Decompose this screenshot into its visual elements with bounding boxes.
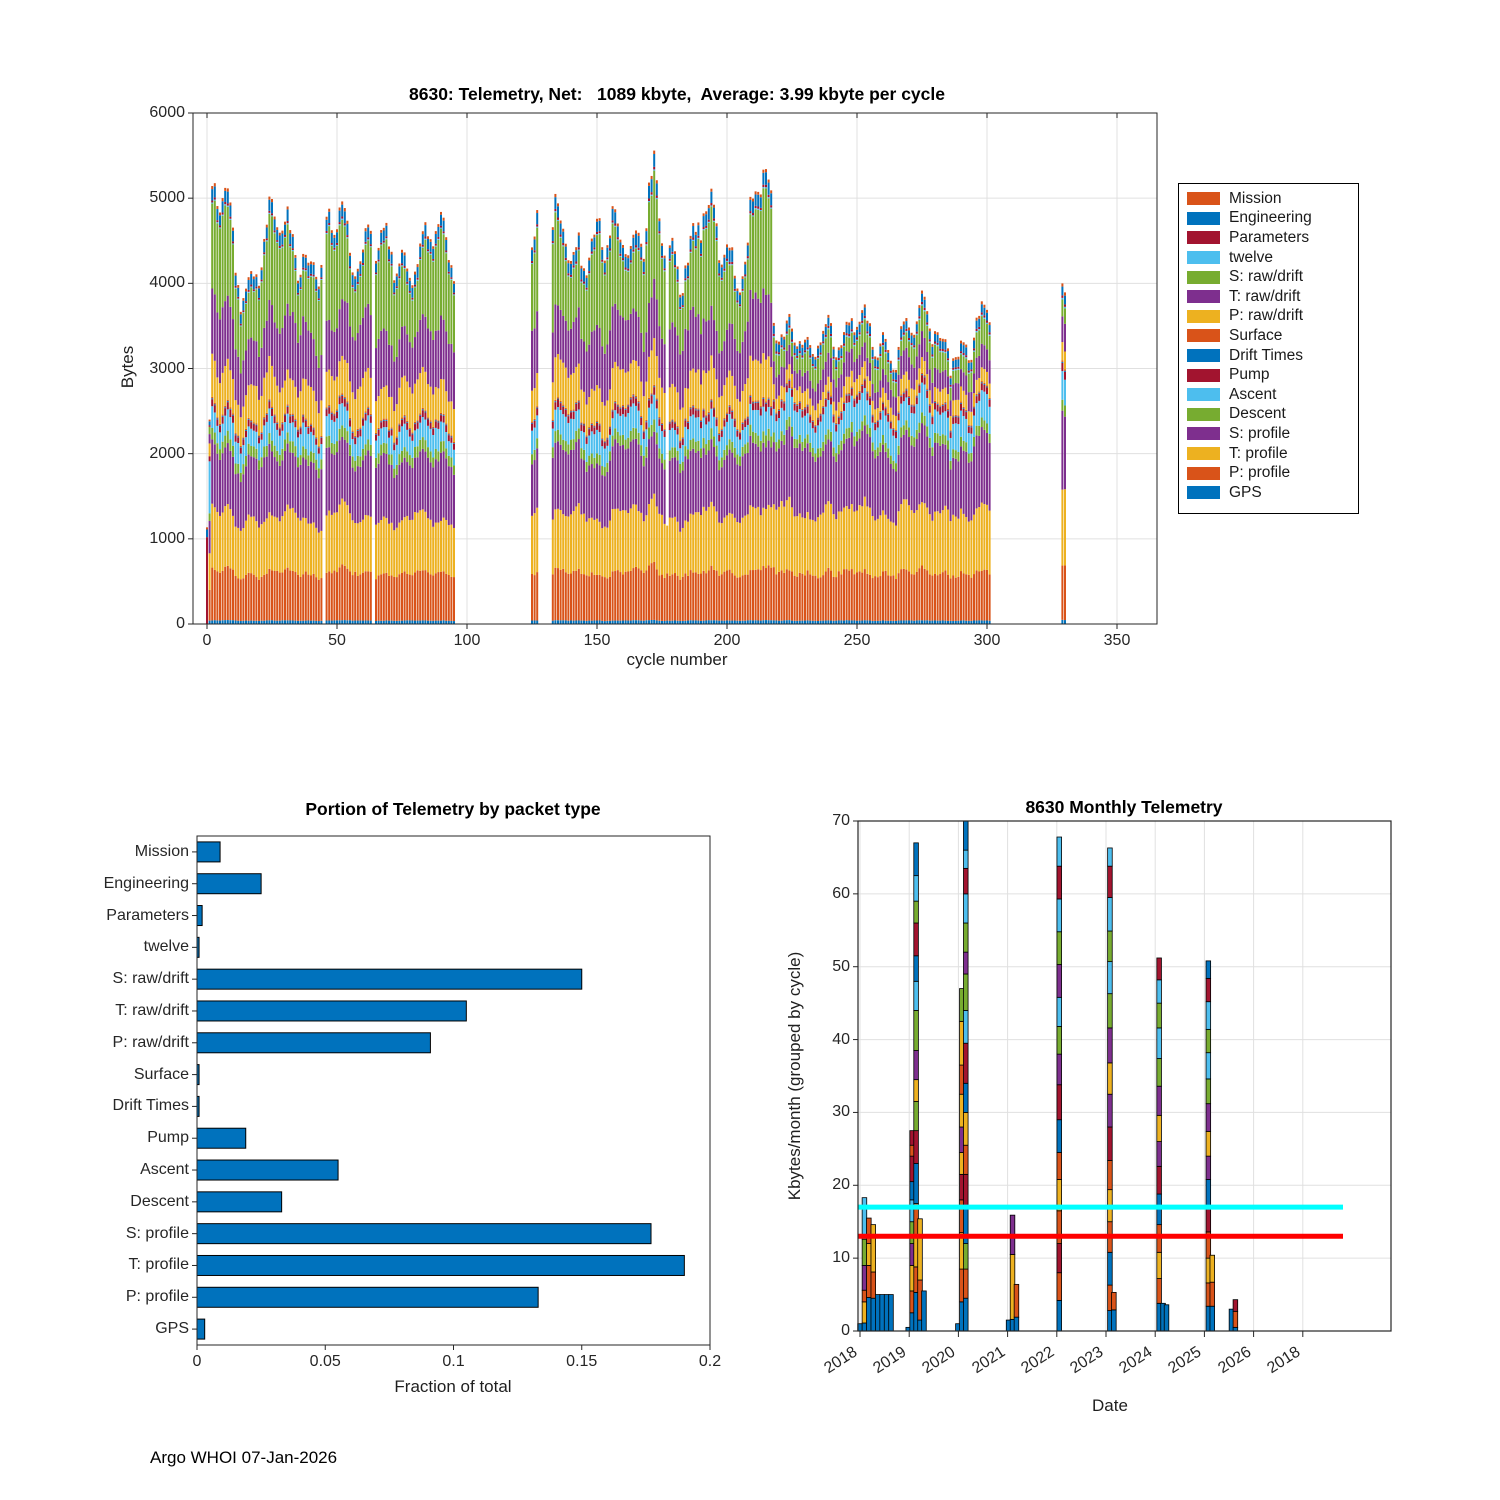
legend-item-ascent bbox=[1179, 385, 1358, 405]
chart3-ytick-label: 20 bbox=[832, 1176, 850, 1194]
chart2-bar bbox=[197, 1192, 282, 1212]
chart3-ytick-label: 30 bbox=[832, 1103, 850, 1121]
chart2-category-label: P: raw/drift bbox=[112, 1033, 189, 1051]
chart3-ytick-label: 70 bbox=[832, 812, 850, 829]
chart3-ylabel: Kbytes/month (grouped by cycle) bbox=[785, 951, 804, 1201]
legend-swatch bbox=[1187, 231, 1220, 244]
legend-label: Surface bbox=[1229, 326, 1283, 344]
chart2-bar bbox=[197, 874, 261, 894]
chart1-ytick-label: 5000 bbox=[149, 189, 185, 207]
chart1-xtick-label: 0 bbox=[202, 632, 212, 649]
legend-label: GPS bbox=[1229, 483, 1262, 501]
chart1-xtick-label: 300 bbox=[973, 632, 1001, 649]
legend-item-s-profile bbox=[1179, 424, 1358, 444]
chart1-xtick-label: 150 bbox=[583, 632, 611, 649]
legend-swatch bbox=[1187, 486, 1220, 499]
chart3-xtick-label: 2025 bbox=[1165, 1343, 1205, 1378]
legend-swatch bbox=[1187, 408, 1220, 421]
legend-swatch bbox=[1187, 271, 1220, 284]
chart2-bar bbox=[197, 1160, 338, 1180]
legend-item-p-profile bbox=[1179, 463, 1358, 483]
legend-label: Descent bbox=[1229, 405, 1286, 423]
chart1-ytick-label: 6000 bbox=[149, 104, 185, 121]
chart1-xtick-label: 100 bbox=[453, 632, 481, 649]
chart2-category-label: Parameters bbox=[106, 906, 189, 924]
chart2-bar bbox=[197, 906, 202, 926]
chart3-ytick-label: 40 bbox=[832, 1030, 850, 1048]
chart2-title: Portion of Telemetry by packet type bbox=[305, 799, 601, 819]
chart1-ytick-label: 3000 bbox=[149, 359, 185, 377]
legend-swatch bbox=[1187, 467, 1220, 480]
legend-item-twelve bbox=[1179, 248, 1358, 268]
chart2-category-label: T: raw/drift bbox=[115, 1001, 189, 1019]
chart2-category-label: Descent bbox=[130, 1192, 189, 1210]
chart2-bar bbox=[197, 1128, 246, 1148]
legend-label: T: raw/drift bbox=[1229, 287, 1301, 305]
chart3-xtick-label: 2018 bbox=[1264, 1343, 1304, 1378]
chart1-xtick-label: 200 bbox=[713, 632, 741, 649]
chart2-category-label: Mission bbox=[134, 842, 189, 860]
chart3-ytick-label: 60 bbox=[832, 884, 850, 902]
chart3-xtick-label: 2026 bbox=[1214, 1343, 1254, 1378]
legend-item-parameters bbox=[1179, 228, 1358, 248]
chart2-category-label: S: raw/drift bbox=[112, 970, 189, 988]
chart2-bar bbox=[197, 969, 582, 989]
legend-item-surface bbox=[1179, 326, 1358, 346]
legend-swatch bbox=[1187, 251, 1220, 264]
chart1-ytick-label: 4000 bbox=[149, 274, 185, 292]
legend-label: P: raw/drift bbox=[1229, 307, 1304, 325]
legend-label: S: profile bbox=[1229, 424, 1291, 442]
chart2-xlabel: Fraction of total bbox=[394, 1377, 512, 1396]
chart3-xtick-label: 2021 bbox=[968, 1343, 1008, 1378]
chart3-ytick-label: 50 bbox=[832, 957, 850, 975]
legend-label: Mission bbox=[1229, 189, 1282, 207]
chart1-legend bbox=[1178, 183, 1359, 514]
chart3-ytick-label: 0 bbox=[841, 1322, 850, 1339]
chart1-xlabel: cycle number bbox=[626, 650, 728, 669]
chart1-ylabel: Bytes bbox=[118, 345, 137, 389]
legend-item-mission bbox=[1179, 189, 1358, 209]
legend-label: P: profile bbox=[1229, 464, 1291, 482]
legend-swatch bbox=[1187, 447, 1220, 460]
legend-swatch bbox=[1187, 388, 1220, 401]
chart2-category-label: Engineering bbox=[103, 874, 189, 892]
chart3-xtick-label: 2022 bbox=[1018, 1343, 1058, 1378]
chart2-bar bbox=[197, 842, 220, 862]
chart3-xtick-label: 2024 bbox=[1116, 1343, 1156, 1378]
legend-item-engineering bbox=[1179, 209, 1358, 229]
legend-swatch bbox=[1187, 212, 1220, 225]
legend-item-pump bbox=[1179, 365, 1358, 385]
legend-swatch bbox=[1187, 192, 1220, 205]
legend-label: T: profile bbox=[1229, 444, 1288, 462]
chart3-plot-bg bbox=[858, 821, 1391, 1331]
legend-item-drift-times bbox=[1179, 346, 1358, 366]
chart2-xtick-label: 0 bbox=[192, 1353, 202, 1370]
legend-label: Parameters bbox=[1229, 228, 1310, 246]
chart2-category-label: Pump bbox=[147, 1129, 189, 1147]
chart2-bar bbox=[197, 1319, 205, 1339]
legend-swatch bbox=[1187, 427, 1220, 440]
chart2-category-label: twelve bbox=[143, 938, 189, 956]
chart3-xtick-label: 2018 bbox=[821, 1343, 861, 1378]
legend-swatch bbox=[1187, 349, 1220, 362]
chart1-xtick-label: 250 bbox=[843, 632, 871, 649]
legend-swatch bbox=[1187, 290, 1220, 303]
chart2-category-label: P: profile bbox=[125, 1288, 189, 1306]
chart2-xtick-label: 0.2 bbox=[698, 1353, 722, 1370]
chart1-title: 8630: Telemetry, Net: 1089 kbyte, Average: 3.99 kbyte per cycle bbox=[409, 84, 945, 104]
legend-swatch bbox=[1187, 329, 1220, 342]
legend-label: Pump bbox=[1229, 366, 1270, 384]
chart2-category-label: T: profile bbox=[128, 1256, 189, 1274]
legend-label: S: raw/drift bbox=[1229, 268, 1304, 286]
chart2-xtick-label: 0.15 bbox=[566, 1353, 598, 1370]
chart2-xtick-label: 0.05 bbox=[309, 1353, 341, 1370]
chart2-bar bbox=[197, 1033, 430, 1053]
chart3-ytick-label: 10 bbox=[832, 1249, 850, 1267]
chart2-bar bbox=[197, 1001, 466, 1021]
legend-swatch bbox=[1187, 310, 1220, 323]
footer-text: Argo WHOI 07-Jan-2026 bbox=[150, 1448, 338, 1467]
chart3-xlabel: Date bbox=[1092, 1396, 1128, 1415]
chart1-xtick-label: 350 bbox=[1103, 632, 1131, 649]
chart2-bar bbox=[197, 1255, 684, 1275]
chart2-category-label: Drift Times bbox=[112, 1097, 189, 1115]
legend-label: Drift Times bbox=[1229, 346, 1304, 364]
chart1-ytick-label: 1000 bbox=[149, 529, 185, 547]
legend-item-descent bbox=[1179, 405, 1358, 425]
legend-item-s-raw-drift bbox=[1179, 267, 1358, 287]
chart3-xtick-label: 2020 bbox=[919, 1343, 959, 1378]
legend-item-gps bbox=[1179, 483, 1358, 503]
legend-label: twelve bbox=[1229, 248, 1273, 266]
chart2-category-label: S: profile bbox=[125, 1224, 189, 1242]
chart2-category-label: Surface bbox=[133, 1065, 189, 1083]
chart3-xtick-label: 2019 bbox=[870, 1343, 910, 1378]
legend-item-t-profile bbox=[1179, 444, 1358, 464]
chart1-xtick-label: 50 bbox=[328, 632, 346, 649]
legend-label: Engineering bbox=[1229, 209, 1312, 227]
chart2-bar bbox=[197, 1224, 651, 1244]
legend-item-t-raw-drift bbox=[1179, 287, 1358, 307]
legend-item-p-raw-drift bbox=[1179, 307, 1358, 327]
legend-swatch bbox=[1187, 369, 1220, 382]
chart3-xtick-label: 2023 bbox=[1067, 1343, 1107, 1378]
chart1-ytick-label: 2000 bbox=[149, 444, 185, 462]
chart2-bar bbox=[197, 1287, 538, 1307]
chart2-category-label: Ascent bbox=[140, 1161, 189, 1179]
legend-label: Ascent bbox=[1229, 385, 1277, 403]
chart2-category-label: GPS bbox=[155, 1320, 189, 1338]
chart2-xtick-label: 0.1 bbox=[442, 1353, 465, 1370]
chart3-title: 8630 Monthly Telemetry bbox=[1025, 797, 1223, 817]
chart1-ytick-label: 0 bbox=[176, 615, 185, 632]
